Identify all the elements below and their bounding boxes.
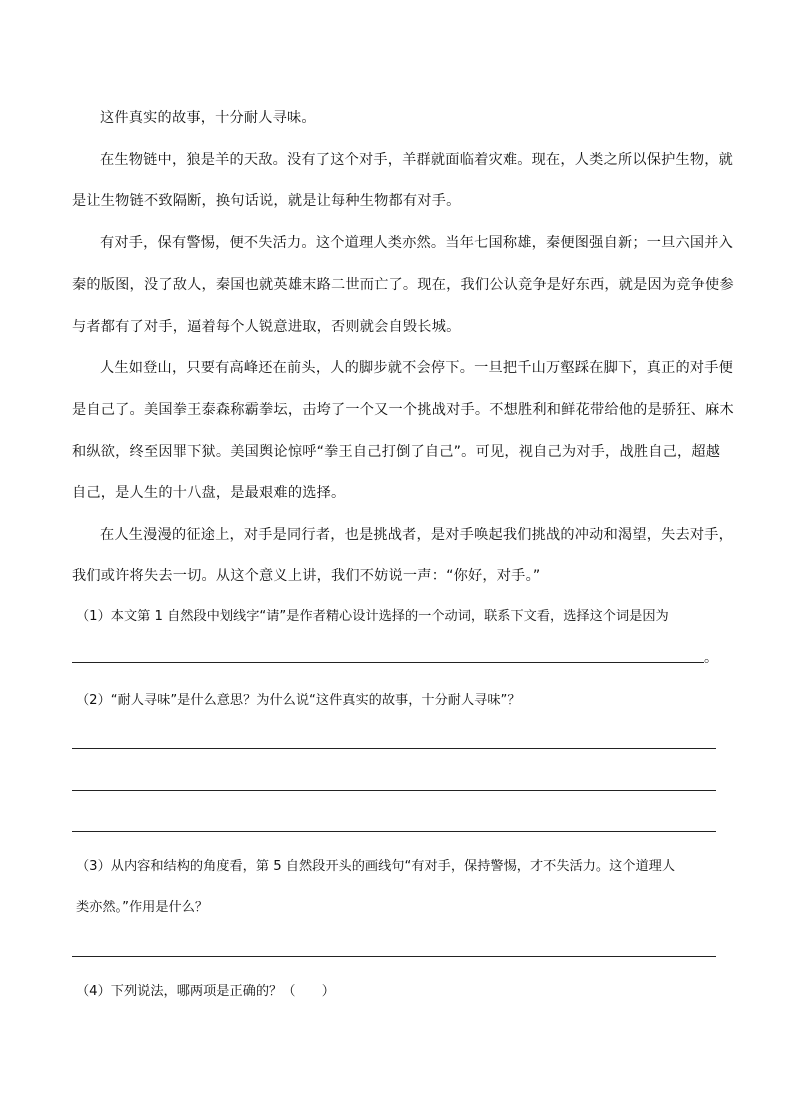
question-3-line-2: 类亦然。”作用是什么？ <box>76 900 209 915</box>
question-3-line-1: （3）从内容和结构的角度看，第 5 自然段开头的画线句“有对手，保持警惕，才不失活力。这个道理人 <box>76 859 676 874</box>
question-4: （4）下列说法，哪两项是正确的？（ ） <box>76 984 335 999</box>
question-2: （2）“耐人寻味”是什么意思？为什么说“这件真实的故事，十分耐人寻味”？ <box>76 693 521 708</box>
passage-paragraph-1: 这件真实的故事，十分耐人寻味。 <box>100 110 316 126</box>
passage-paragraph-2-line-1: 在生物链中，狼是羊的天敌。没有了这个对手，羊群就面临着灾难。现在，人类之所以保护生物，就 <box>100 152 734 168</box>
passage-paragraph-2-line-2: 是让生物链不致隔断，换句话说，就是让每种生物都有对手。 <box>72 193 461 209</box>
question-1: （1）本文第 1 自然段中划线字“请”是作者精心设计选择的一个动词，联系下文看，选择这个词是因为 <box>76 609 669 624</box>
passage-paragraph-4-line-3: 和纵欲，终至因罪下狱。美国舆论惊呼“拳王自己打倒了自己”。可见，视自己为对手，战胜自己，超越 <box>72 444 721 460</box>
passage-paragraph-5-line-2: 我们或许将失去一切。从这个意义上讲，我们不妨说一声：“你好，对手。” <box>72 568 541 584</box>
answer-line-q2-1[interactable] <box>72 748 716 749</box>
passage-paragraph-3-line-1: 有对手，保有警惕，便不失活力。这个道理人类亦然。当年七国称雄，秦便图强自新；一旦六国并入 <box>100 235 734 251</box>
passage-paragraph-3-line-2: 秦的版图，没了敌人，秦国也就英雄末路二世而亡了。现在，我们公认竞争是好东西，就是因为竞争使参 <box>72 277 734 293</box>
question-1-end-mark: 。 <box>704 650 718 666</box>
passage-paragraph-4-line-4: 自己，是人生的十八盘，是最艰难的选择。 <box>72 485 346 501</box>
answer-line-q3[interactable] <box>72 956 716 957</box>
answer-line-q1[interactable] <box>72 662 704 663</box>
passage-paragraph-4-line-2: 是自己了。美国拳王泰森称霸拳坛，击垮了一个又一个挑战对手。不想胜利和鲜花带给他的是骄狂、麻木 <box>72 402 734 418</box>
passage-paragraph-5-line-1: 在人生漫漫的征途上，对手是同行者，也是挑战者，是对手唤起我们挑战的冲动和渴望，失去对手， <box>100 527 734 543</box>
answer-line-q2-2[interactable] <box>72 790 716 791</box>
passage-paragraph-3-line-3: 与者都有了对手，逼着每个人锐意进取，否则就会自毁长城。 <box>72 319 461 335</box>
passage-paragraph-4-line-1: 人生如登山，只要有高峰还在前头，人的脚步就不会停下。一旦把千山万壑踩在脚下，真正的对手便 <box>100 360 734 376</box>
answer-line-q2-3[interactable] <box>72 831 716 832</box>
